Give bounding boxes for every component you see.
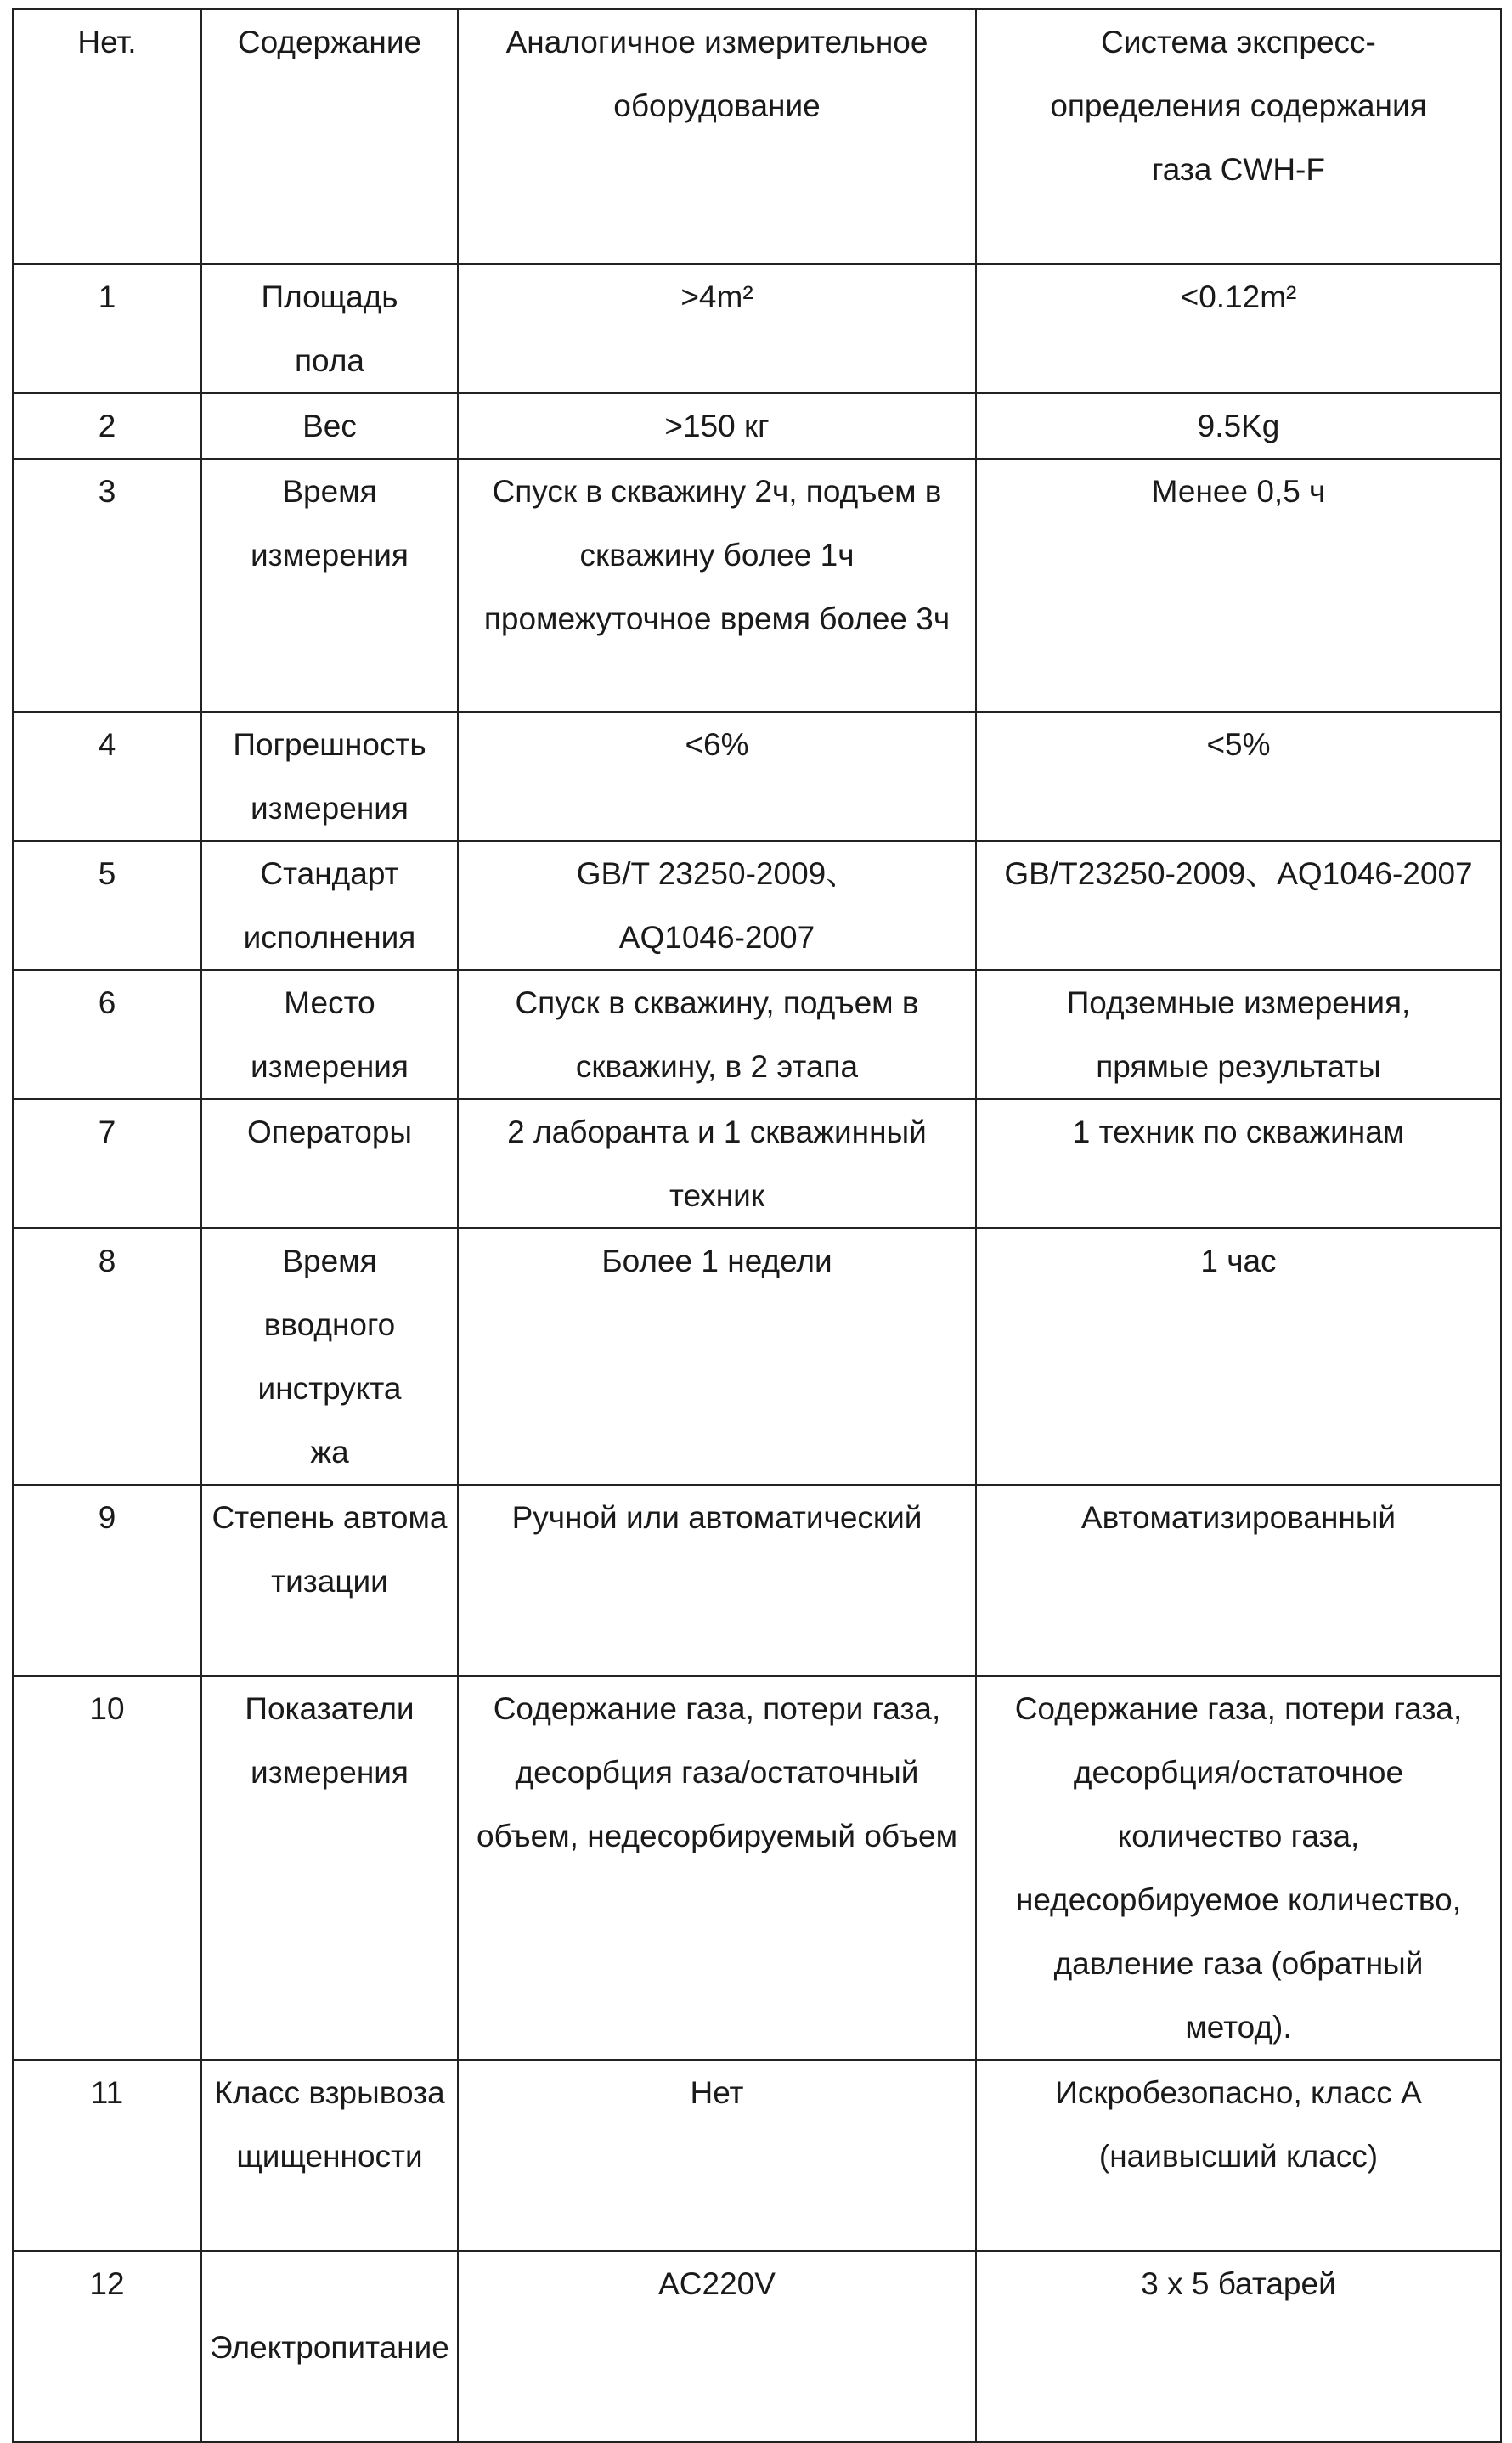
table-row (13, 970, 1501, 1099)
row-num: 4 (13, 712, 201, 841)
row-cwh: 3 x 5 батарей (976, 2251, 1501, 2442)
table-row (13, 2251, 1501, 2442)
row-cwh: Содержание газа, потери газа, десорбция/остаточное количество газа, недесорбируемое количество, давление газа (обратный метод). (976, 1676, 1501, 2060)
row-num: 1 (13, 264, 201, 393)
row-item: Вес (201, 393, 458, 459)
row-analog: <6% (458, 712, 976, 841)
row-num: 7 (13, 1099, 201, 1228)
row-num: 11 (13, 2060, 201, 2251)
row-num: 8 (13, 1228, 201, 1485)
row-item: Класс взрывозащищенности (201, 2060, 458, 2251)
row-cwh: 1 час (976, 1228, 1501, 1485)
table-row (13, 393, 1501, 459)
header-item: Содержание (201, 9, 458, 264)
table-row (13, 459, 1501, 712)
row-cwh: Автоматизированный (976, 1485, 1501, 1676)
row-item: Стандарт исполнения (201, 841, 458, 970)
row-analog: Спуск в скважину, подъем в скважину, в 2 этапа (458, 970, 976, 1099)
header-num: Нет. (13, 9, 201, 264)
row-cwh: <5% (976, 712, 1501, 841)
table-row (13, 264, 1501, 393)
comparison-table (12, 8, 1502, 2443)
row-analog: AC220V (458, 2251, 976, 2442)
row-analog: Более 1 недели (458, 1228, 976, 1485)
row-analog: >150 кг (458, 393, 976, 459)
header-analog-equipment: Аналогичное измерительное оборудование (458, 9, 976, 264)
row-cwh: 1 техник по скважинам (976, 1099, 1501, 1228)
row-analog: 2 лаборанта и 1 скважинный техник (458, 1099, 976, 1228)
row-item: Время измерения (201, 459, 458, 712)
row-cwh: 9.5Kg (976, 393, 1501, 459)
row-item: Операторы (201, 1099, 458, 1228)
header-cwh-system: Система экспресс-определения содержания газа CWH-F (976, 9, 1501, 264)
row-analog: Нет (458, 2060, 976, 2251)
table-row (13, 2060, 1501, 2251)
row-analog: Спуск в скважину 2ч, подъем в скважину более 1ч промежуточное время более 3ч (458, 459, 976, 712)
table-row (13, 1676, 1501, 2060)
row-num: 9 (13, 1485, 201, 1676)
row-item: Время вводного инструктажа (201, 1228, 458, 1485)
table-row (13, 1485, 1501, 1676)
table-row (13, 841, 1501, 970)
row-item: Показатели измерения (201, 1676, 458, 2060)
row-cwh: <0.12m² (976, 264, 1501, 393)
table-row (13, 1228, 1501, 1485)
row-num: 3 (13, 459, 201, 712)
row-analog: >4m² (458, 264, 976, 393)
row-item: Электропитание (201, 2251, 458, 2442)
table-row (13, 712, 1501, 841)
row-cwh: GB/T23250-2009、AQ1046-2007 (976, 841, 1501, 970)
row-analog: Содержание газа, потери газа, десорбция газа/остаточный объем, недесорбируемый объем (458, 1676, 976, 2060)
header-row (13, 9, 1501, 264)
row-cwh: Подземные измерения, прямые результаты (976, 970, 1501, 1099)
row-cwh: Искробезопасно, класс A (наивысший класс) (976, 2060, 1501, 2251)
row-cwh: Менее 0,5 ч (976, 459, 1501, 712)
row-item: Место измерения (201, 970, 458, 1099)
row-analog: Ручной или автоматический (458, 1485, 976, 1676)
row-num: 10 (13, 1676, 201, 2060)
row-num: 12 (13, 2251, 201, 2442)
row-num: 6 (13, 970, 201, 1099)
row-num: 2 (13, 393, 201, 459)
row-num: 5 (13, 841, 201, 970)
row-item: Степень автоматизации (201, 1485, 458, 1676)
table-row (13, 1099, 1501, 1228)
row-analog: GB/T 23250-2009、AQ1046-2007 (458, 841, 976, 970)
row-item: Площадь пола (201, 264, 458, 393)
row-item: Погрешность измерения (201, 712, 458, 841)
